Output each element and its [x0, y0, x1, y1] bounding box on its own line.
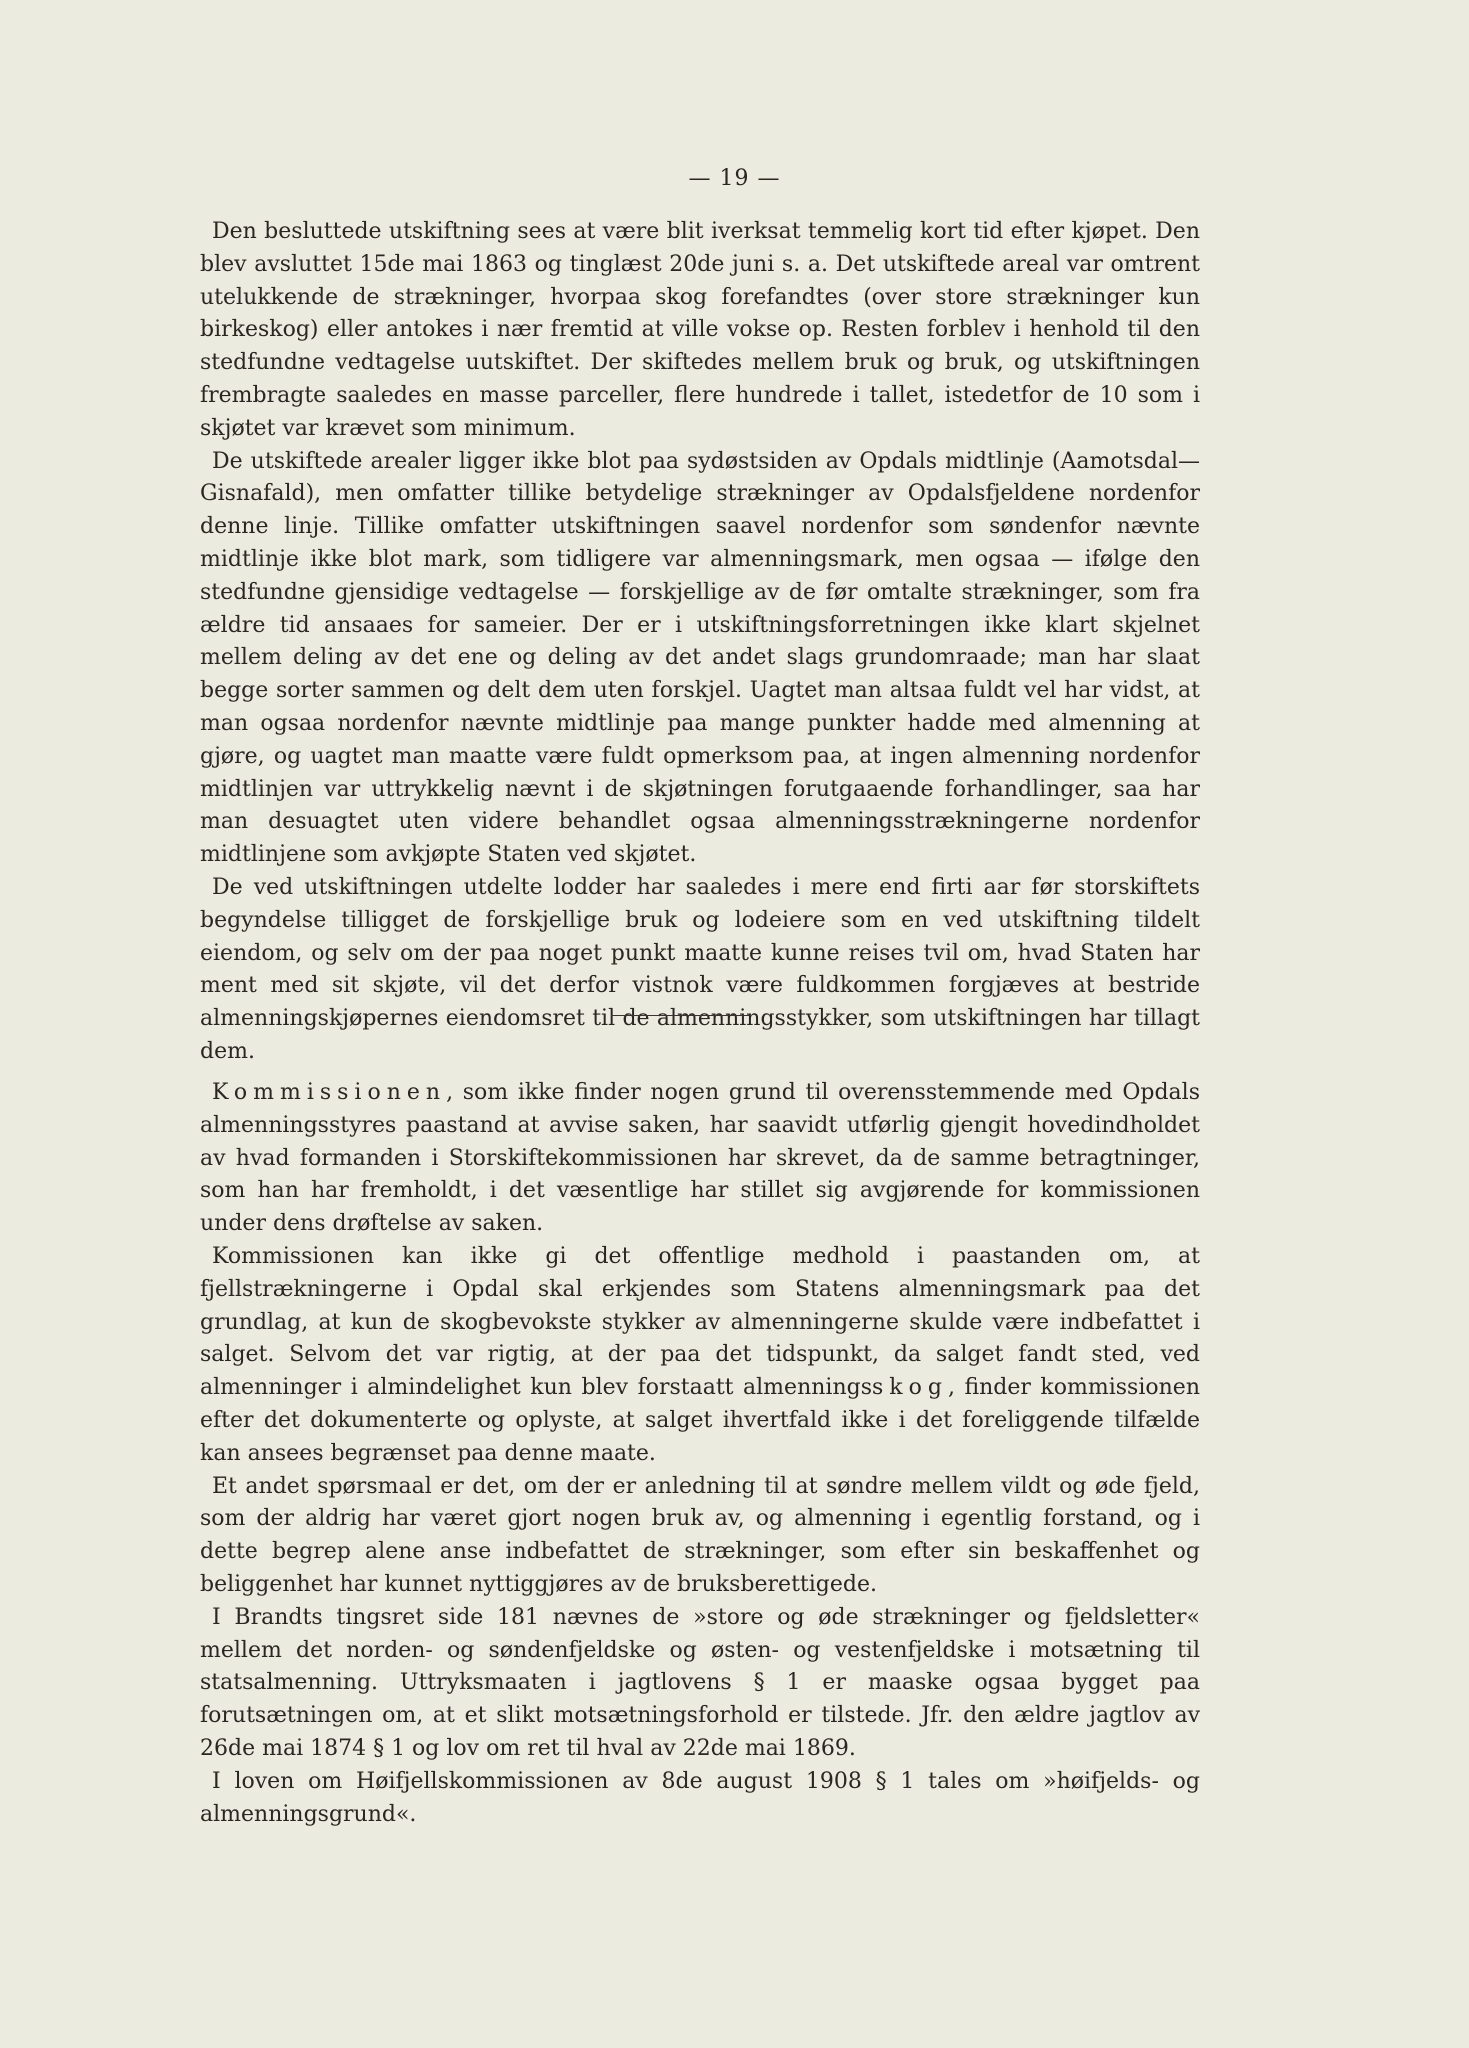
- paragraph: [200, 1241, 1200, 1471]
- paragraph: De ved utskiftningen utdelte lodder har saaledes i mere end firti aar før storskiftets begyndelse tilligget de forskjellige bruk og lodeiere som en ved utskiftning tildelt eiendom, og selv om der paa noget punkt maatte kunne reises tvil om, hvad Staten har ment med sit skjøte, vil det derfor vistnok være fuldkommen forgjæves at bestride almenningskjøpernes eiendomsret til de almenningsstykker, som utskiftningen har tillagt dem.: [200, 874, 1200, 1064]
- paragraph-text: , som ikke finder nogen grund til overensstemmende med Opdals almenningsstyres paastand at avvise saken, har saavidt utførlig gjengit hovedindholdet av hvad formanden i Storskiftekommissionen har skrevet, da de samme betragtninger, som han har fremholdt, i det væsentlige har stillet sig avgjørende for kommissionen under dens drøftelse av saken.: [200, 1080, 1200, 1237]
- page-number: — 19 —: [688, 166, 781, 191]
- paragraph-text: Kommissionen kan ikke gi det offentlige medhold i paastanden om, at fjellstrækningerne i Opdal skal erkjendes som Statens almenningsmark paa det grundlag, at kun de skogbevokste stykker av almenningerne skulde være indbefattet i salget. Selvom det var rigtig, at der paa det tidspunkt, da salget fandt sted, ved almenninger i almindelighet kun blev forstaatt almennings: [200, 1243, 1200, 1401]
- section-divider: [611, 1015, 751, 1016]
- paragraph: I Brandts tingsret side 181 nævnes de »store og øde strækninger og fjeldsletter« mellem det norden- og søndenfjeldske og østen- og vestenfjeldske i motsætning til statsalmenning. Uttryksmaaten i jagtlovens § 1 er maaske ogsaa bygget paa forutsætningen om, at et slikt motsætningsforhold er tilstede. Jfr. den ældre jagtlov av 26de mai 1874 § 1 og lov om ret til hval av 22de mai 1869.: [200, 1604, 1200, 1761]
- spaced-term: skog: [871, 1375, 948, 1401]
- paragraph: [200, 1077, 1200, 1241]
- section-2: [200, 1077, 1200, 1831]
- section-1: [200, 216, 1200, 1069]
- paragraph-text: , finder kommissionen efter det dokumenterte og oplyste, at salget ihvertfald ikke i det foreliggende tilfælde kan ansees begrænset paa denne maate.: [200, 1375, 1200, 1466]
- spaced-term: Kommissionen: [212, 1080, 447, 1105]
- paragraph: Den besluttede utskiftning sees at være blit iverksat temmelig kort tid efter kjøpet. Den blev avsluttet 15de mai 1863 og tinglæst 20de juni s. a. Det utskiftede areal var omtrent utelukkende de strækninger, hvorpaa skog forefandtes (over store strækninger kun birkeskog) eller antokes i nær fremtid at ville vokse op. Resten forblev i henhold til den stedfundne vedtagelse uutskiftet. Der skiftedes mellem bruk og bruk, og utskiftningen frembragte saaledes en masse parceller, flere hundrede i tallet, istedetfor de 10 som i skjøtet var krævet som minimum.: [200, 219, 1200, 441]
- paragraph: Et andet spørsmaal er det, om der er anledning til at søndre mellem vildt og øde fjeld, som der aldrig har været gjort nogen bruk av, og almenning i egentlig forstand, og i dette begrep alene anse indbefattet de strækninger, som efter sin beskaffenhet og beliggenhet har kunnet nyttiggjøres av de bruksberettigede.: [200, 1473, 1200, 1597]
- paragraph: De utskiftede arealer ligger ikke blot paa sydøstsiden av Opdals midtlinje (Aamotsdal—Gisnafald), men omfatter tillike betydelige strækninger av Opdalsfjeldene nordenfor denne linje. Tillike omfatter utskiftningen saavel nordenfor som søndenfor nævnte midtlinje ikke blot mark, som tidligere var almenningsmark, men ogsaa — ifølge den stedfundne gjensidige vedtagelse — forskjellige av de før omtalte strækninger, som fra ældre tid ansaaes for sameier. Der er i utskiftningsforretningen ikke klart skjelnet mellem deling av det ene og deling av det andet slags grundomraade; man har slaat begge sorter sammen og delt dem uten forskjel. Uagtet man altsaa fuldt vel har vidst, at man ogsaa nordenfor nævnte midtlinje paa mange punkter hadde med almenning at gjøre, og uagtet man maatte være fuldt opmerksom paa, at ingen almenning nordenfor midtlinjen var uttrykkelig nævnt i de skjøtningen forutgaaende forhandlinger, saa har man desuagtet uten videre behandlet ogsaa almenningsstrækningerne nordenfor midtlinjene som avkjøpte Staten ved skjøtet.: [200, 448, 1200, 868]
- paragraph: I loven om Høifjellskommissionen av 8de august 1908 § 1 tales om »høifjelds- og almenningsgrund«.: [200, 1768, 1200, 1827]
